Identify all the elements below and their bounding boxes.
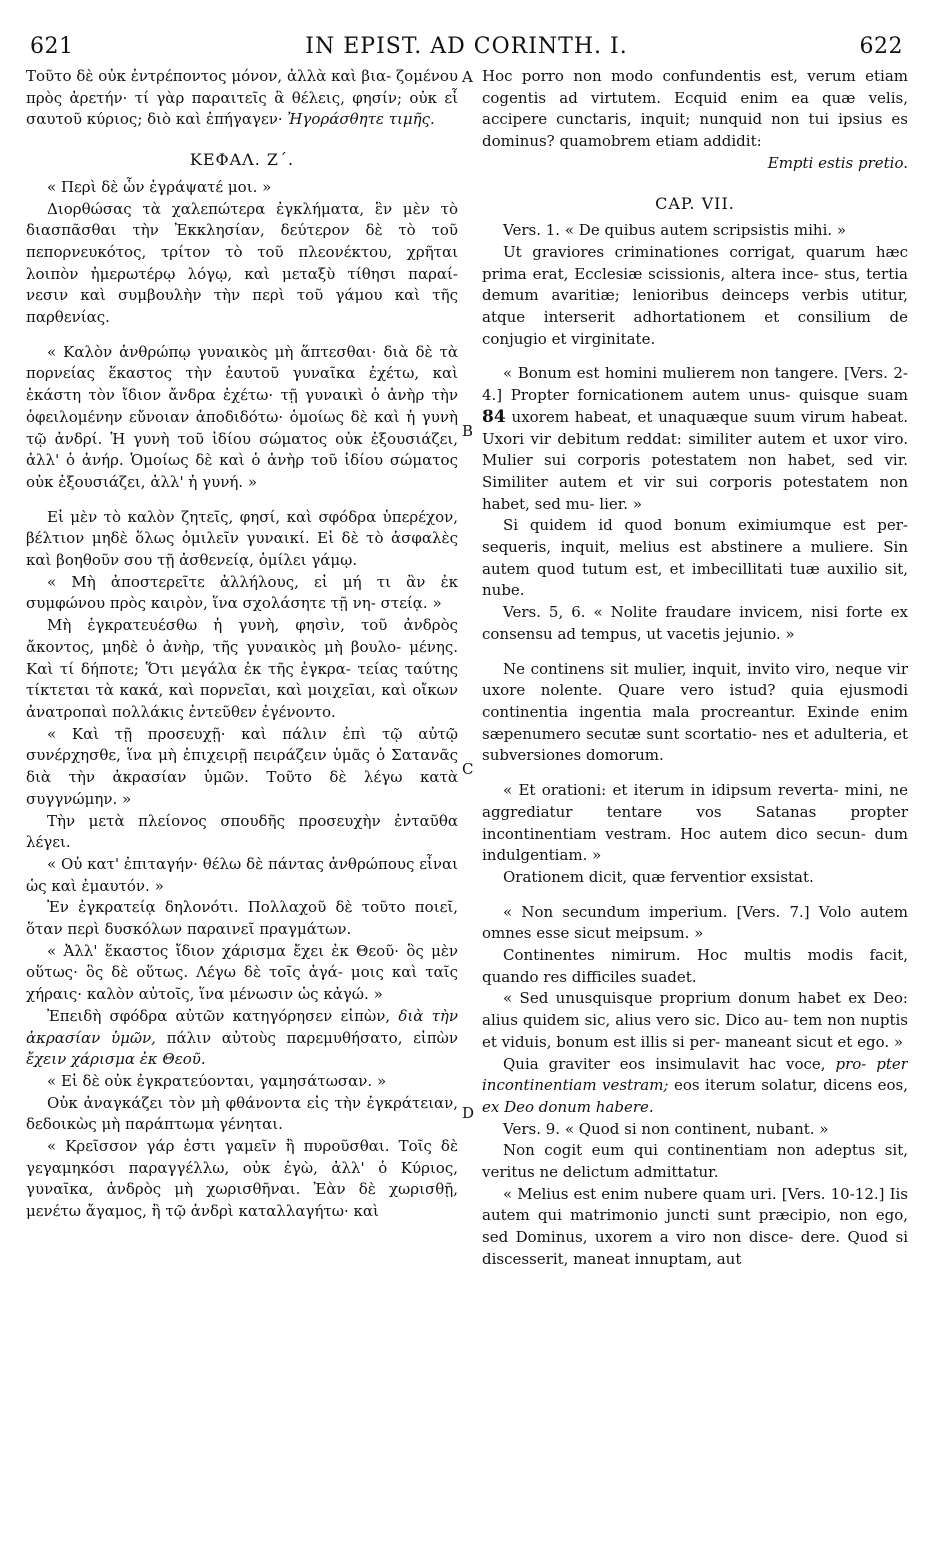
latin-paragraph: Hoc porro non modo confundentis est, verum etiam cogentis ad virtutem. Ecquid enim ea quæ velis, accipere cunctaris, inquit; nunquid non tui ipsius es dominus? quamobrem etiam addidit:: [482, 67, 908, 151]
greek-paragraph: Τὴν μετὰ πλείονος σπουδῆς προσευχὴν ἐνταῦθα λέγει.: [26, 811, 458, 852]
latin-paragraph: Non cogit eum qui continentiam non adeptus sit, veritus ne delictum admittatur.: [482, 1141, 908, 1182]
greek-chapter-heading: ΚΕΦΑΛ. Ζ΄.: [189, 150, 295, 170]
page-number-left: 621: [30, 34, 74, 59]
greek-lemma: « Οὐ κατ' ἐπιταγήν· θέλω δὲ πάντας ἀνθρώπους εἶναι ὡς καὶ ἐμαυτόν. »: [26, 854, 458, 895]
margin-letter-b: B: [462, 422, 474, 440]
latin-paragraph: Quia graviter eos insimulavit hac voce, pro- pter incontinentiam vestram; eos iterum solatur, dicens eos, ex Deo donum habere.: [482, 1054, 908, 1116]
margin-letter-a: A: [462, 68, 473, 86]
greek-lemma: « Κρεῖσσον γάρ ἐστι γαμεῖν ἢ πυροῦσθαι. Τοῖς δὲ γεγαμηκόσι παραγγέλλω, οὐκ ἐγὼ, ἀλλ' ὁ Κύριος, γυναῖκα, ἀνδρὸς μὴ χωρισθῆναι. Ἐὰν δὲ χωρισθῇ, μενέτω ἄγαμος, ἢ τῷ ἀνδρὶ καταλλαγήτω· καὶ: [26, 1137, 458, 1221]
greek-lemma: « Μὴ ἀποστερεῖτε ἀλλήλους, εἰ μή τι ἂν ἐκ συμφώνου πρὸς καιρὸν, ἵνα σχολάσητε τῇ νη- στείᾳ. »: [26, 572, 458, 613]
greek-paragraph: Τοῦτο δὲ οὐκ ἐντρέποντος μόνον, ἀλλὰ καὶ βια- ζομένου πρὸς ἀρετήν· τί γὰρ παραιτεῖς ἃ θέλεις, φησίν; οὐκ εἶ σαυτοῦ κύριος; διὸ καὶ ἐπήγαγεν· Ἠγοράσθητε τιμῆς.: [26, 67, 458, 129]
greek-lemma: « Ἀλλ' ἕκαστος ἴδιον χάρισμα ἔχει ἐκ Θεοῦ· ὃς μὲν οὕτως· ὃς δὲ οὕτως. Λέγω δὲ τοῖς ἀγά- μοις καὶ ταῖς χήραις· καλὸν αὐτοῖς, ἵνα μένωσιν ὡς κἀγώ. »: [26, 941, 458, 1004]
latin-lemma: « Bonum est homini mulierem non tangere. [Vers. 2-4.] Propter fornicationem autem unus- quisque suam 84 uxorem habeat, et unaquæque suum virum habeat. Uxori vir debitum reddat: similiter autem et uxor viro. Mulier sui corporis potestatem non habet, sed vir. Similiter autem et vir sui corporis potestatem non habet, sed mu- lier. »: [482, 364, 908, 513]
greek-column: [26, 66, 458, 1542]
latin-paragraph: Ne continens sit mulier, inquit, invito viro, neque vir uxore nolente. Quare vero istud? quia ejusmodi continentia ingentia mala procreantur. Exinde enim sæpenumero secutæ sunt scortatio- nes et adulteria, et subversiones domorum.: [482, 659, 908, 765]
latin-paragraph: Orationem dicit, quæ ferventior exsistat.: [503, 867, 814, 886]
latin-lemma: « Melius est enim nubere quam uri. [Vers. 10-12.] Iis autem qui matrimonio juncti sunt præcipio, non ego, sed Dominus, uxorem a viro non disce- dere. Quod si discesserit, maneat innuptam, aut: [482, 1184, 908, 1268]
greek-paragraph: Ἐν ἐγκρατείᾳ δηλονότι. Πολλαχοῦ δὲ τοῦτο ποιεῖ, ὅταν περὶ δυσκόλων παραινεῖ πραγμάτων.: [26, 898, 458, 939]
page-number-right: 622: [859, 34, 903, 59]
latin-paragraph: Ut graviores criminationes corrigat, quarum hæc prima erat, Ecclesiæ scissionis, altera ince- stus, tertia demum avaritiæ; lenioribus deinceps verbis utitur, atque interserit adhortationem et consilium de conjugio et virginitate.: [482, 242, 908, 348]
latin-column: [482, 66, 908, 1542]
margin-letter-c: C: [462, 760, 474, 778]
latin-paragraph: Si quidem id quod bonum eximiumque est per- sequeris, inquit, melius est abstinere a muliere. Sin autem quod tutum est, et imbecillitati tuæ auxilio sit, nube.: [482, 516, 908, 600]
greek-lemma: « Εἰ δὲ οὐκ ἐγκρατεύονται, γαμησάτωσαν. »: [47, 1071, 387, 1090]
greek-paragraph: Εἰ μὲν τὸ καλὸν ζητεῖς, φησί, καὶ σφόδρα ὑπερέχον, βέλτιον μηδὲ ὅλως ὁμιλεῖν γυναικί. Εἰ δὲ τὸ ἀσφαλὲς καὶ βοηθοῦν σου τῇ ἀσθενείᾳ, ὁμίλει γάμῳ.: [26, 507, 458, 570]
greek-paragraph: Οὐκ ἀναγκάζει τὸν μὴ φθάνοντα εἰς τὴν ἐγκράτειαν, δεδοικὼς μὴ παράπτωμα γένηται.: [26, 1093, 458, 1134]
greek-paragraph: Διορθώσας τὰ χαλεπώτερα ἐγκλήματα, ἓν μὲν τὸ διασπᾶσθαι τὴν Ἐκκλησίαν, δεύτερον δὲ τὸ τοῦ πεπορνευκότος, τρίτον τὸ τοῦ πλεονέκτου, χρῆται λοιπὸν ἡμερωτέρῳ λόγῳ, καὶ μεταξὺ τίθησι παραί- νεσιν καὶ συμβουλὴν τὴν περὶ τοῦ γάμου καὶ τῆς παρθενίας.: [26, 199, 458, 327]
latin-quote: Empti estis pretio.: [767, 153, 908, 172]
latin-paragraph: Continentes nimirum. Hoc multis modis facit, quando res difficiles suadet.: [482, 946, 908, 986]
running-title: IN EPIST. AD CORINTH. I.: [305, 34, 628, 59]
latin-lemma: Vers. 1. « De quibus autem scripsistis mihi. »: [503, 221, 847, 240]
latin-lemma: Vers. 5, 6. « Nolite fraudare invicem, nisi forte ex consensu ad tempus, ut vacetis jejunio. »: [482, 603, 908, 643]
latin-lemma: Vers. 9. « Quod si non continent, nubant. »: [503, 1119, 829, 1138]
margin-letter-d: D: [462, 1104, 475, 1122]
latin-lemma: « Sed unusquisque proprium donum habet ex Deo: alius quidem sic, alius vero sic. Dico au- tem non nuptis et viduis, bonum est illis si per- maneant sicut et ego. »: [482, 989, 908, 1051]
greek-paragraph: Ἐπειδὴ σφόδρα αὐτῶν κατηγόρησεν εἰπὼν, διὰ τὴν ἀκρασίαν ὑμῶν, πάλιν αὐτοὺς παρεμυθήσατο, εἰπὼν ἔχειν χάρισμα ἐκ Θεοῦ.: [26, 1006, 458, 1069]
latin-lemma: « Non secundum imperium. [Vers. 7.] Volo autem omnes esse sicut meipsum. »: [482, 902, 908, 943]
greek-lemma: « Καλὸν ἀνθρώπῳ γυναικὸς μὴ ἅπτεσθαι· διὰ δὲ τὰ πορνείας ἕκαστος τὴν ἑαυτοῦ γυναῖκα ἐχέτω, καὶ ἑκάστη τὸν ἴδιον ἄνδρα ἐχέτω· τῇ γυναικὶ ὁ ἀνὴρ τὴν ὀφειλομένην εὔνοιαν ἀποδιδότω· ὁμοίως δὲ καὶ ἡ γυνὴ τῷ ἀνδρί. Ἡ γυνὴ τοῦ ἰδίου σώματος οὐκ ἐξουσιάζει, ἀλλ' ὁ ἀνήρ. Ὁμοίως δὲ καὶ ὁ ἀνὴρ τοῦ ἰδίου σώματος οὐκ ἐξουσιάζει, ἀλλ' ἡ γυνή. »: [26, 342, 458, 491]
latin-chapter-heading: CAP. VII.: [655, 193, 735, 213]
latin-lemma: « Et orationi: et iterum in idipsum reverta- mini, ne aggrediatur tentare vos Satanas propter incontinentiam vestram. Hoc autem dico secun- dum indulgentiam. »: [482, 781, 908, 865]
running-header: [30, 22, 903, 62]
greek-paragraph: Μὴ ἐγκρατευέσθω ἡ γυνὴ, φησὶν, τοῦ ἀνδρὸς ἄκοντος, μηδὲ ὁ ἀνὴρ, τῆς γυναικὸς μὴ βουλο- μένης. Καὶ τί δήποτε; Ὅτι μεγάλα ἐκ τῆς ἐγκρα- τείας ταύτης τίκτεται τὰ κακά, καὶ πορνεῖαι, καὶ μοιχεῖαι, καὶ οἴκων ἀνατροπαὶ πολλάκις ἐντεῦθεν ἐγένοντο.: [26, 616, 458, 721]
greek-lemma: « Καὶ τῇ προσευχῇ· καὶ πάλιν ἐπὶ τῷ αὐτῷ συνέρχησθε, ἵνα μὴ ἐπιχειρῇ πειράζειν ὑμᾶς ὁ Σατανᾶς διὰ τὴν ἀκρασίαν ὑμῶν. Τοῦτο δὲ λέγω κατὰ συγγνώμην. »: [26, 724, 458, 808]
marginal-number: 84: [482, 406, 506, 427]
greek-lemma: « Περὶ δὲ ὧν ἐγράψατέ μοι. »: [47, 177, 272, 196]
